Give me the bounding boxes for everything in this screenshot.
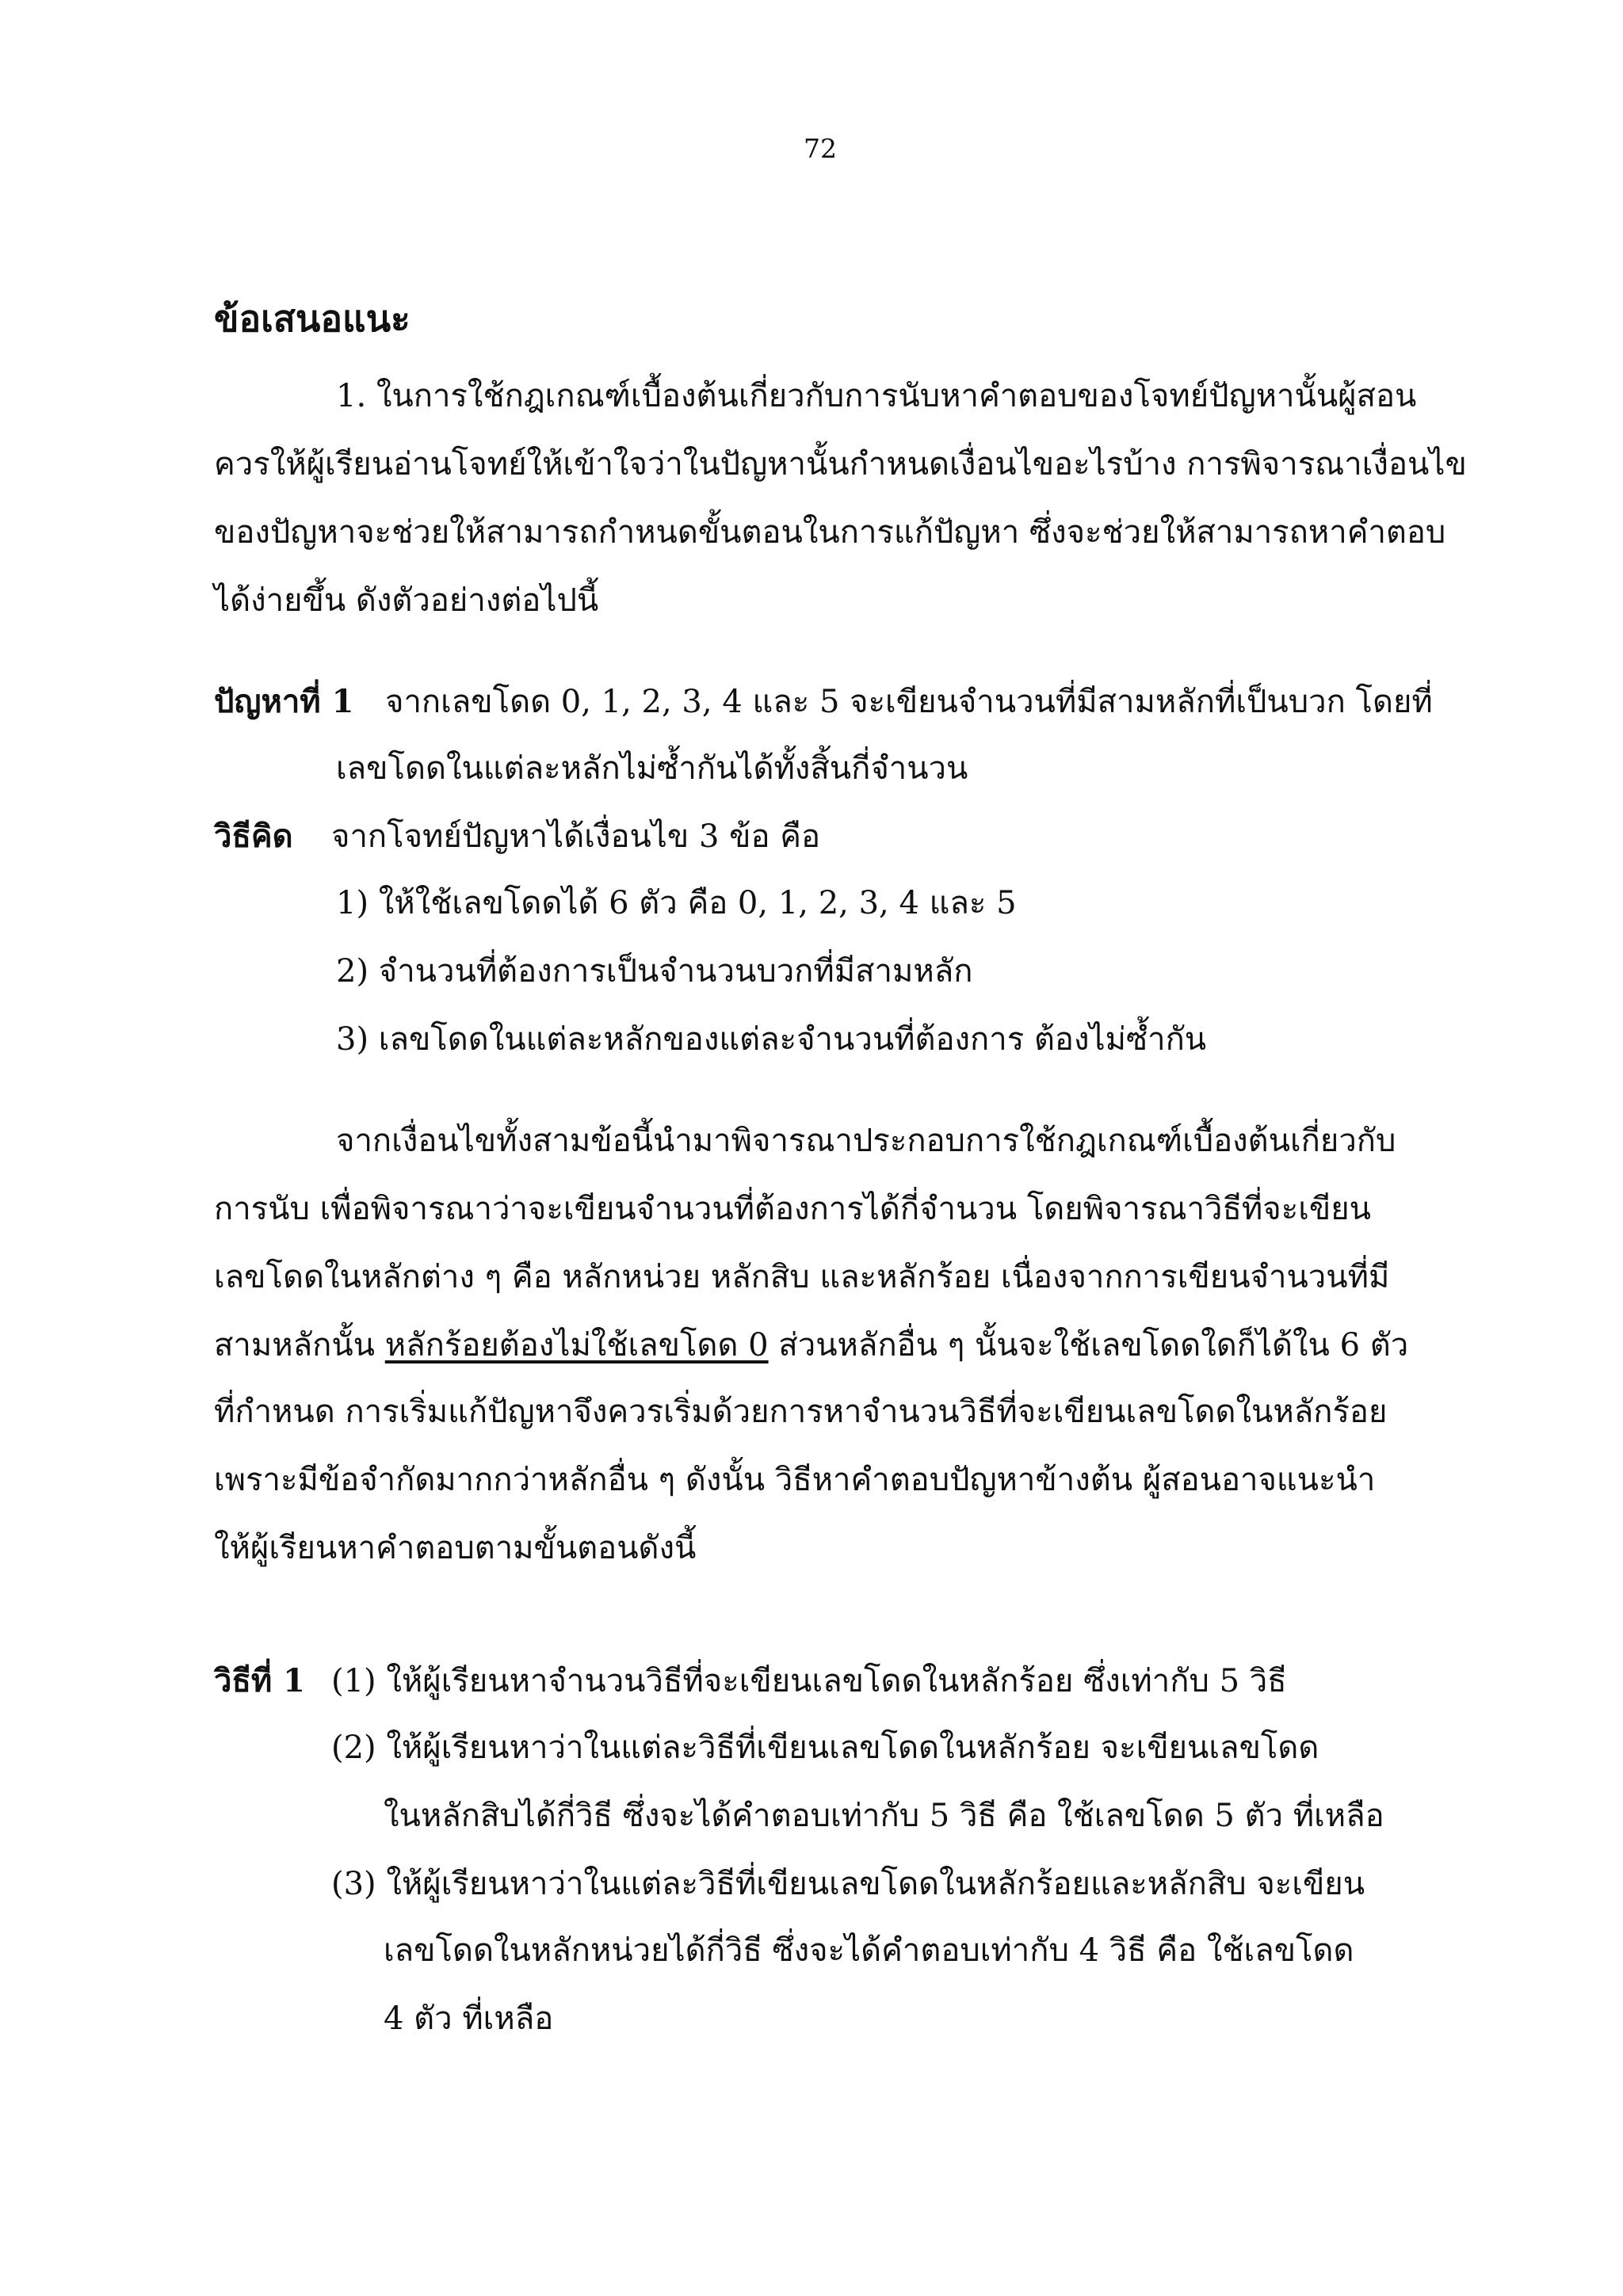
condition-item: 3) เลขโดดในแต่ละหลักของแต่ละจำนวนที่ต้องการ ต้องไม่ซ้ำกัน	[336, 1021, 1207, 1058]
intro-line-2: ควรให้ผู้เรียนอ่านโจทย์ให้เข้าใจว่าในปัญหานั้นกำหนดเงื่อนไขอะไรบ้าง การพิจารณาเงื่อนไข	[214, 446, 1467, 482]
method-intro: จากโจทย์ปัญหาได้เงื่อนไข 3 ข้อ คือ	[331, 818, 821, 855]
condition-item: 2) จำนวนที่ต้องการเป็นจำนวนบวกที่มีสามหลัก	[336, 953, 973, 990]
intro-line-1: 1. ในการใช้กฎเกณฑ์เบื้องต้นเกี่ยวกับการนับหาคำตอบของโจทย์ปัญหานั้นผู้สอน	[336, 378, 1417, 414]
problem-label: ปัญหาที่ 1	[214, 683, 354, 720]
section-heading: ข้อเสนอแนะ	[214, 297, 411, 340]
page-number: 72	[804, 133, 837, 164]
method-1-step-2-line-1: (2) ให้ผู้เรียนหาว่าในแต่ละวิธีที่เขียนเลขโดดในหลักร้อย จะเขียนเลขโดด	[331, 1730, 1319, 1766]
problem-line-1: จากเลขโดด 0, 1, 2, 3, 4 และ 5 จะเขียนจำนวนที่มีสามหลักที่เป็นบวก โดยที่	[385, 684, 1433, 720]
analysis-line-3: เลขโดดในหลักต่าง ๆ คือ หลักหน่วย หลักสิบ และหลักร้อย เนื่องจากการเขียนจำนวนที่มี	[214, 1259, 1390, 1295]
method-1-step-3-line-2: เลขโดดในหลักหน่วยได้กี่วิธี ซึ่งจะได้คำตอบเท่ากับ 4 วิธี คือ ใช้เลขโดด	[384, 1932, 1354, 1969]
analysis-line-7: ให้ผู้เรียนหาคำตอบตามขั้นตอนดังนี้	[214, 1530, 697, 1566]
analysis-line-4-end: ส่วนหลักอื่น ๆ นั้นจะใช้เลขโดดใดก็ได้ใน 6 ตัว	[768, 1327, 1409, 1363]
intro-line-4: ได้ง่ายขึ้น ดังตัวอย่างต่อไปนี้	[214, 582, 599, 619]
condition-item: 1) ให้ใช้เลขโดดได้ 6 ตัว คือ 0, 1, 2, 3, 4 และ 5	[336, 885, 1017, 921]
underlined-rule: หลักร้อยต้องไม่ใช้เลขโดด 0	[384, 1327, 769, 1363]
analysis-line-5: ที่กำหนด การเริ่มแก้ปัญหาจึงควรเริ่มด้วยการหาจำนวนวิธีที่จะเขียนเลขโดดในหลักร้อย	[214, 1394, 1388, 1430]
analysis-line-4	[214, 1322, 1408, 1369]
analysis-line-4-start: สามหลักนั้น	[214, 1327, 385, 1363]
method-1-label: วิธีที่ 1	[214, 1662, 305, 1699]
analysis-line-2: การนับ เพื่อพิจารณาว่าจะเขียนจำนวนที่ต้องการได้กี่จำนวน โดยพิจารณาวิธีที่จะเขียน	[214, 1191, 1371, 1227]
analysis-line-6: เพราะมีข้อจำกัดมากกว่าหลักอื่น ๆ ดังนั้น วิธีหาคำตอบปัญหาข้างต้น ผู้สอนอาจแนะนำ	[214, 1462, 1376, 1498]
method-1-step-3-line-3: 4 ตัว ที่เหลือ	[384, 2000, 554, 2037]
method-1-step-1: (1) ให้ผู้เรียนหาจำนวนวิธีที่จะเขียนเลขโดดในหลักร้อย ซึ่งเท่ากับ 5 วิธี	[331, 1663, 1287, 1699]
method-1-step-3-line-1: (3) ให้ผู้เรียนหาว่าในแต่ละวิธีที่เขียนเลขโดดในหลักร้อยและหลักสิบ จะเขียน	[331, 1866, 1365, 1902]
method-label: วิธีคิด	[214, 818, 293, 855]
problem-line-2: เลขโดดในแต่ละหลักไม่ซ้ำกันได้ทั้งสิ้นกี่จำนวน	[336, 750, 968, 787]
method-1-step-2-line-2: ในหลักสิบได้กี่วิธี ซึ่งจะได้คำตอบเท่ากับ 5 วิธี คือ ใช้เลขโดด 5 ตัว ที่เหลือ	[384, 1798, 1384, 1834]
intro-line-3: ของปัญหาจะช่วยให้สามารถกำหนดขั้นตอนในการแก้ปัญหา ซึ่งจะช่วยให้สามารถหาคำตอบ	[214, 514, 1446, 551]
analysis-line-1: จากเงื่อนไขทั้งสามข้อนี้นำมาพิจารณาประกอบการใช้กฎเกณฑ์เบื้องต้นเกี่ยวกับ	[336, 1123, 1396, 1159]
